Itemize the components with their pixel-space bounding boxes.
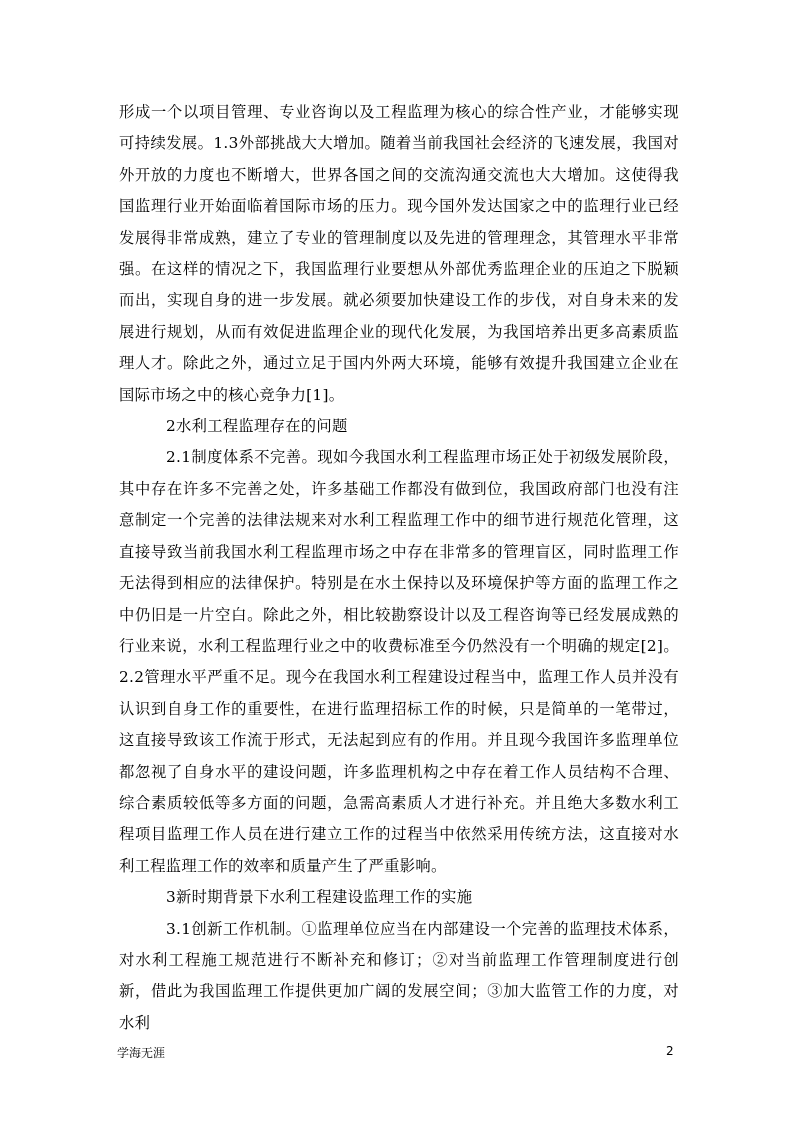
section-heading-3: 3新时期背景下水利工程建设监理工作的实施 bbox=[166, 888, 473, 907]
paragraph-section-2: 2.1制度体系不完善。现如今我国水利工程监理市场正处于初级发展阶段，其中存在许多不完善之处，许多基础工作都没有做到位，我国政府部门也没有注意制定一个完善的法律法规来对水利工程监理工作中的细节进行规范化管理，这直接导致当前我国水利工程监理市场之中存在非常多的管理盲区，同时监理工作无法得到相应的法律保护。特别是在水土保持以及环境保护等方面的监理工作之中仍旧是一片空白。除此之外，相比较勘察设计以及工程咨询等已经发展成熟的行业来说，水利工程监理行业之中的收费标准至今仍然没有一个明确的规定[2]。2.2管理水平严重不足。现今在我国水利工程建设过程当中，监理工作人员并没有认识到自身工作的重要性，在进行监理招标工作的时候，只是简单的一笔带过，这直接导致该工作流于形式，无法起到应有的作用。并且现今我国许多监理单位都忽视了自身水平的建设问题，许多监理机构之中存在着工作人员结构不合理、综合素质较低等多方面的问题，急需高素质人才进行补充。并且绝大多数水利工程项目监理工作人员在进行建立工作的过程当中依然采用传统方法，这直接对水利工程监理工作的效率和质量产生了严重影响。 bbox=[119, 448, 679, 875]
body-text bbox=[119, 97, 679, 1039]
page-number: 2 bbox=[666, 1044, 674, 1058]
footer-text: 学海无涯 bbox=[117, 1046, 166, 1060]
section-heading-2: 2水利工程监理存在的问题 bbox=[166, 417, 348, 436]
paragraph-continued: 形成一个以项目管理、专业咨询以及工程监理为核心的综合性产业，才能够实现可持续发展。1.3外部挑战大大增加。随着当前我国社会经济的飞速发展，我国对外开放的力度也不断增大，世界各国之间的交流沟通交流也大大增加。这使得我国监理行业开始面临着国际市场的压力。现今国外发达国家之中的监理行业已经发展得非常成熟，建立了专业的管理制度以及先进的管理理念，其管理水平非常强。在这样的情况之下，我国监理行业要想从外部优秀监理企业的压迫之下脱颖而出，实现自身的进一步发展。就必须要加快建设工作的步伐，对自身未来的发展进行规划，从而有效促进监理企业的现代化发展，为我国培养出更多高素质监理人才。除此之外，通过立足于国内外两大环境，能够有效提升我国建立企业在国际市场之中的核心竞争力[1]。 bbox=[119, 103, 679, 404]
paragraph-section-3-1: 3.1创新工作机制。①监理单位应当在内部建设一个完善的监理技术体系，对水利工程施工规范进行不断补充和修订；②对当前监理工作管理制度进行创新，借此为我国监理工作提供更加广阔的发展空间；③加大监管工作的力度，对水利 bbox=[119, 919, 679, 1032]
